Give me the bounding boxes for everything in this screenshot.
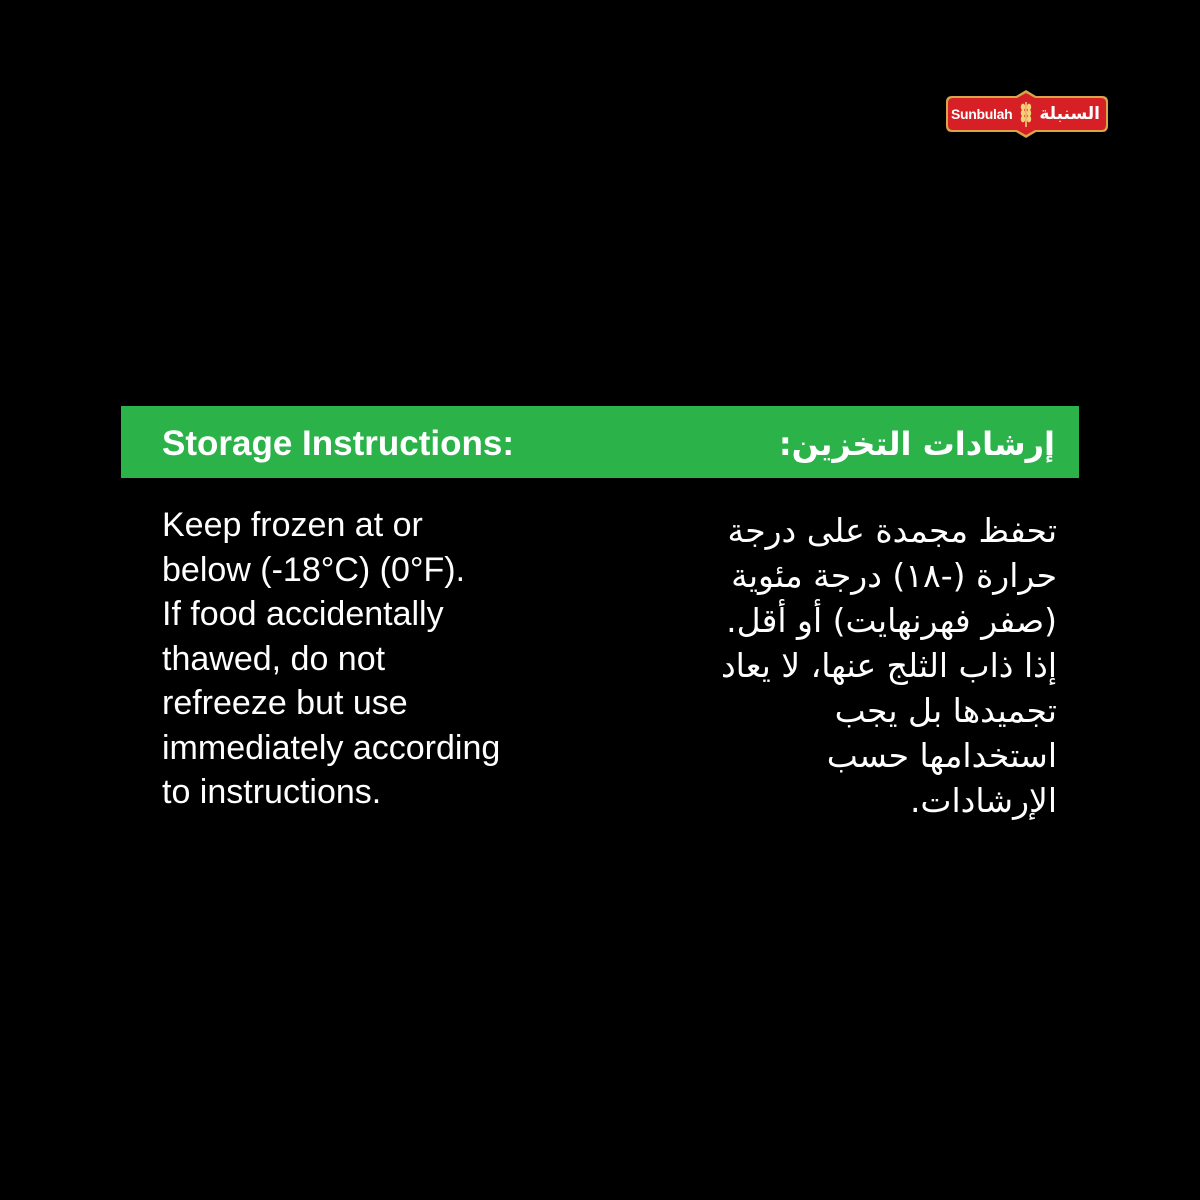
header-title-en: Storage Instructions:	[162, 424, 514, 463]
instructions-text-ar: تحفظ مجمدة على درجة حرارة (-١٨) درجة مئوية (صفر فهرنهايت) أو أقل. إذا ذاب الثلج عنها، لا يعاد تجميدها بل يجب استخدامها حسب الإرشادات.	[720, 511, 1057, 820]
logo-text-en: Sunbulah	[951, 106, 1013, 122]
storage-header-bar	[121, 406, 1079, 478]
logo-text-ar: السنبلة	[1039, 104, 1100, 124]
sunbulah-logo	[944, 88, 1110, 140]
instructions-text-en: Keep frozen at or below (-18°C) (0°F). If food accidentally thawed, do not refreeze but use immediately according to instructions.	[162, 506, 501, 811]
header-title-ar: إرشادات التخزين:	[778, 425, 1055, 463]
wheat-icon	[1019, 100, 1033, 128]
